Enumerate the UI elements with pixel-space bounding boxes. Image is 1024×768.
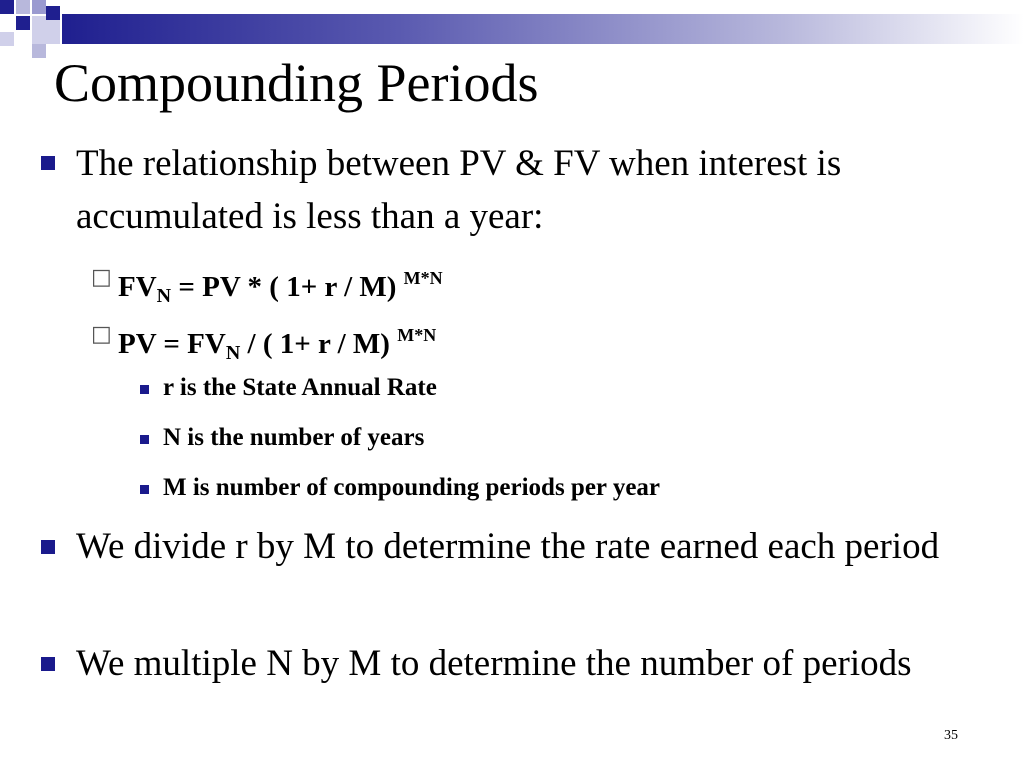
formula-text: FV [118,271,157,303]
formula-text: = PV * ( 1+ r / M) [171,271,404,303]
formula-pv [118,318,436,370]
filled-square-icon [41,540,55,554]
decor-square-icon [46,6,60,20]
formula-exponent: M*N [403,268,443,288]
bullet-text: We multiple N by M to determine the number of periods [76,643,912,684]
slide-title: Compounding Periods [54,53,539,113]
hollow-square-icon: □ [91,322,112,347]
page-number: 35 [944,728,958,743]
bullet-text: The relationship between PV & FV when interest is accumulated is less than a year: [76,143,842,237]
formula-subscript: N [225,342,241,364]
decor-square-icon [16,0,30,14]
formula-text: / ( 1+ r / M) [240,328,398,360]
decor-square-icon [0,32,14,46]
decor-square-icon [32,0,46,14]
filled-square-icon [41,156,55,170]
small-filled-square-icon [140,485,149,494]
decor-square-icon [0,0,14,14]
small-filled-square-icon [140,435,149,444]
formula-subscript: N [156,285,172,307]
bullet-text: We divide r by M to determine the rate earned each period [76,526,940,567]
header-gradient-bar [62,14,1024,44]
definition-item: M is number of compounding periods per year [163,474,661,501]
small-filled-square-icon [140,385,149,394]
formula-text: PV = FV [118,328,226,360]
decor-square-icon [32,44,46,58]
decor-square-icon [16,16,30,30]
filled-square-icon [41,657,55,671]
definition-item: N is the number of years [163,424,425,451]
definition-item: r is the State Annual Rate [163,374,437,401]
decor-square-icon [32,16,60,44]
formula-exponent: M*N [397,325,437,345]
hollow-square-icon: □ [91,265,112,290]
formula-fv [118,261,443,313]
